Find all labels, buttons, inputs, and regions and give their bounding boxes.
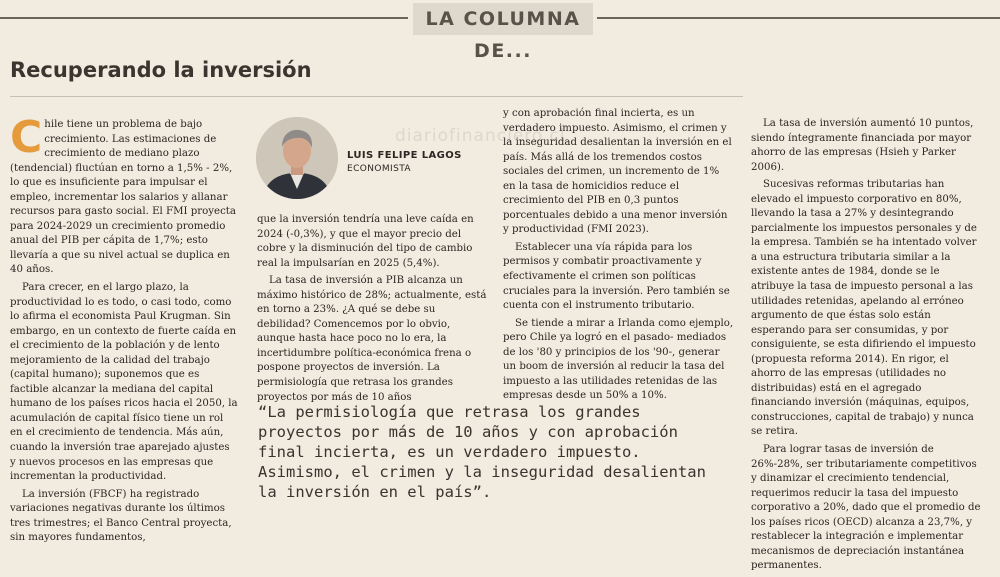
author-name: LUIS FELIPE LAGOS <box>347 150 462 161</box>
paragraph: La tasa de inversión a PIB alcanza un máximo histórico de 28%; actualmente, está en torno a 23%. ¿A qué se debe su debilidad? Comencemos por lo obvio, aunque hasta hace poco no lo era, la incertidumbre política-económica frena o pospone proyectos de inversión. La permisiología que retrasa los grandes proyectos por más de 10 años <box>257 275 487 403</box>
article-column-3 <box>503 107 735 407</box>
author-photo <box>256 117 338 199</box>
paragraph: que la inversión tendría una leve caída en 2024 (-0,3%), y que el mayor precio del cobre y la disminución del tipo de cambio real la impulsarían en 2025 (5,4%). <box>257 214 474 269</box>
author-byline <box>347 150 492 174</box>
article-column-1 <box>10 112 238 549</box>
pull-quote: “La permisiología que retrasa los grandes proyectos por más de 10 años y con aprobación final incierta, es un verdadero impuesto. Asimismo, el crimen y la inseguridad desalientan la inversión en el país”. <box>258 403 706 501</box>
paragraph: Para lograr tasas de inversión de 26%-28%, ser tributariamente competitivos y dinamizar el crecimiento tendencial, requerimos reducir la tasa del impuesto corporativo a 20%, dado que el promedio de los países ricos (OECD) alcanza a 23,7%, y restablecer la integración e implementar mecanismos de depreciación instantánea permanentes. <box>751 444 981 572</box>
section-label: LA COLUMNA DE... <box>413 3 593 35</box>
header-rule-right <box>597 17 1000 19</box>
section-header <box>0 0 1000 62</box>
title-divider <box>10 96 743 97</box>
article-column-2 <box>257 213 489 408</box>
header-rule-left <box>0 17 408 19</box>
watermark: diariofinanciero.cl <box>395 126 566 146</box>
paragraph-text: hile tiene un problema de bajo crecimiento. Las estimaciones de crecimiento de mediano plazo (tendencial) fluctúan en torno a 1,5% - 2%, lo que es insuficiente para impulsar el empleo, incrementar los salarios y allanar recursos para gasto social. El FMI proyecta para 2024-2029 un crecimiento promedio anual del PIB per cápita de 1,7%; esto llevaría a que su nivel actual se duplica en 40 años. <box>10 119 236 276</box>
paragraph <box>10 112 238 278</box>
paragraph: y con aprobación final incierta, es un verdadero impuesto. Asimismo, el crimen y la inseguridad desalientan la inversión en el país. Más allá de los tremendos costos sociales del crimen, un incremento de 1% en la tasa de homicidios reduce el crecimiento del PIB en 0,3 puntos porcentuales debido a una menor inversión y productividad (FMI 2023). <box>503 108 732 236</box>
article-title: Recuperando la inversión <box>10 58 312 82</box>
article-column-4 <box>751 117 983 577</box>
paragraph: Establecer una vía rápida para los permisos y combatir proactivamente y efectivamente el crimen son políticas cruciales para la inversión. Pero también se cuenta con el instrumento tributario. <box>503 241 730 312</box>
paragraph: Para crecer, en el largo plazo, la productividad lo es todo, o casi todo, como lo afirma el economista Paul Krugman. Sin embargo, en un contexto de fuerte caída en el crecimiento de la población y de lento mejoramiento de la calidad del trabajo (capital humano); suponemos que es factible alcanzar la mediana del capital humano de los países ricos hacia el 2050, la acumulación de capital físico tiene un rol en el crecimiento de tendencia. Más aún, cuando la inversión trae aparejado ajustes y nuevos procesos en las empresas que incrementan la productividad. <box>10 282 238 483</box>
author-role: ECONOMISTA <box>347 164 411 174</box>
drop-cap: C <box>10 112 43 163</box>
paragraph: Sucesivas reformas tributarias han elevado el impuesto corporativo en 80%, llevando la tasa a 27% y desintegrando parcialmente los impuestos personales y de la empresa. También se ha intentado volver a una estructura tributaria similar a la existente antes de 1984, donde se le atribuye la tasa de impuesto personal a las utilidades retenidas, apelando al erróneo argumento de que éstas solo están esperando para ser consumidas, y por consiguiente, se esta difiriendo el impuesto (propuesta reforma 2014). En rigor, el ahorro de las empresas (utilidades no distribuidas) está en el agregado financiando inversión (máquinas, equipos, construcciones, capital de trabajo) y nunca se retira. <box>751 179 977 438</box>
paragraph: Se tiende a mirar a Irlanda como ejemplo, pero Chile ya logró en el pasado- mediados de los '80 y principios de los '90-, generar un boom de inversión al reducir la tasa del impuesto a las utilidades retenidas de las empresas desde un 50% a 10%. <box>503 317 734 402</box>
paragraph: La tasa de inversión aumentó 10 puntos, siendo íntegramente financiada por mayor ahorro de las empresas (Hsieh y Parker 2006). <box>751 118 974 173</box>
paragraph: La inversión (FBCF) ha registrado variaciones negativas durante los últimos tres trimestres; el Banco Central proyecta, sin mayores fundamentos, <box>10 488 232 544</box>
author-portrait-icon <box>256 117 338 199</box>
